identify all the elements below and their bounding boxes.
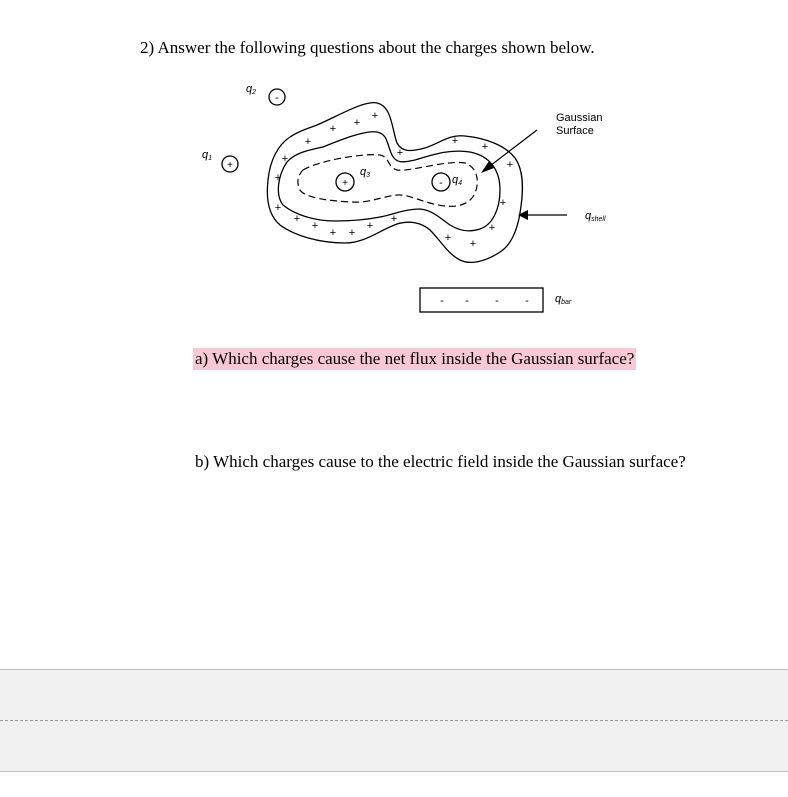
charge-q1 bbox=[202, 149, 238, 172]
shell-outer-boundary bbox=[267, 103, 522, 263]
minus-charge: - bbox=[495, 295, 499, 307]
plus-charge: + bbox=[274, 172, 282, 184]
shell-arrow bbox=[518, 210, 567, 220]
charge-q2 bbox=[246, 83, 285, 105]
plus-charge: + bbox=[371, 110, 379, 122]
question-part-b: b) Which charges cause to the electric field inside the Gaussian surface? bbox=[195, 452, 686, 471]
minus-charge: - bbox=[440, 295, 444, 307]
minus-charge: - bbox=[465, 295, 469, 307]
charge-q4 bbox=[432, 173, 462, 191]
plus-charge: + bbox=[469, 238, 477, 250]
gaussian-label-line1: Gaussian bbox=[556, 112, 603, 124]
plus-charge: + bbox=[451, 135, 459, 147]
shell-inner-boundary bbox=[278, 132, 500, 231]
plus-charge: + bbox=[396, 147, 404, 159]
plus-charge: + bbox=[274, 202, 282, 214]
plus-charge: + bbox=[329, 123, 337, 135]
question-title: 2) Answer the following questions about the charges shown below. bbox=[140, 38, 595, 57]
q2-label: q2 bbox=[246, 83, 257, 96]
q3-label: q3 bbox=[360, 166, 371, 179]
charges-diagram bbox=[0, 0, 788, 340]
q1-label: q1 bbox=[202, 149, 213, 162]
plus-charge: + bbox=[329, 227, 337, 239]
plus-charge: + bbox=[281, 153, 289, 165]
q2-sign: - bbox=[275, 92, 279, 104]
minus-charge: - bbox=[525, 295, 529, 307]
q4-label: q4 bbox=[452, 174, 463, 187]
q3-sign: + bbox=[342, 178, 348, 189]
plus-charge: + bbox=[304, 136, 312, 148]
plus-charge: + bbox=[499, 197, 507, 209]
shell-label: qshell bbox=[585, 210, 606, 223]
question-part-a: a) Which charges cause the net flux inside the Gaussian surface? bbox=[195, 349, 635, 368]
plus-charge: + bbox=[481, 141, 489, 153]
plus-charge: + bbox=[366, 220, 374, 232]
plus-charge: + bbox=[444, 232, 452, 244]
plus-charge: + bbox=[353, 117, 361, 129]
plus-charge: + bbox=[311, 220, 319, 232]
page-break-divider bbox=[0, 720, 788, 721]
gaussian-label-line2: Surface bbox=[556, 125, 594, 137]
q4-sign: - bbox=[439, 177, 443, 189]
plus-charge: + bbox=[293, 213, 301, 225]
charge-q3 bbox=[336, 166, 370, 191]
plus-charge: + bbox=[348, 227, 356, 239]
plus-charge: + bbox=[488, 222, 496, 234]
q1-sign: + bbox=[227, 160, 233, 171]
bar-label: qbar bbox=[555, 293, 572, 306]
plus-charge: + bbox=[506, 159, 514, 171]
plus-charge: + bbox=[390, 213, 398, 225]
